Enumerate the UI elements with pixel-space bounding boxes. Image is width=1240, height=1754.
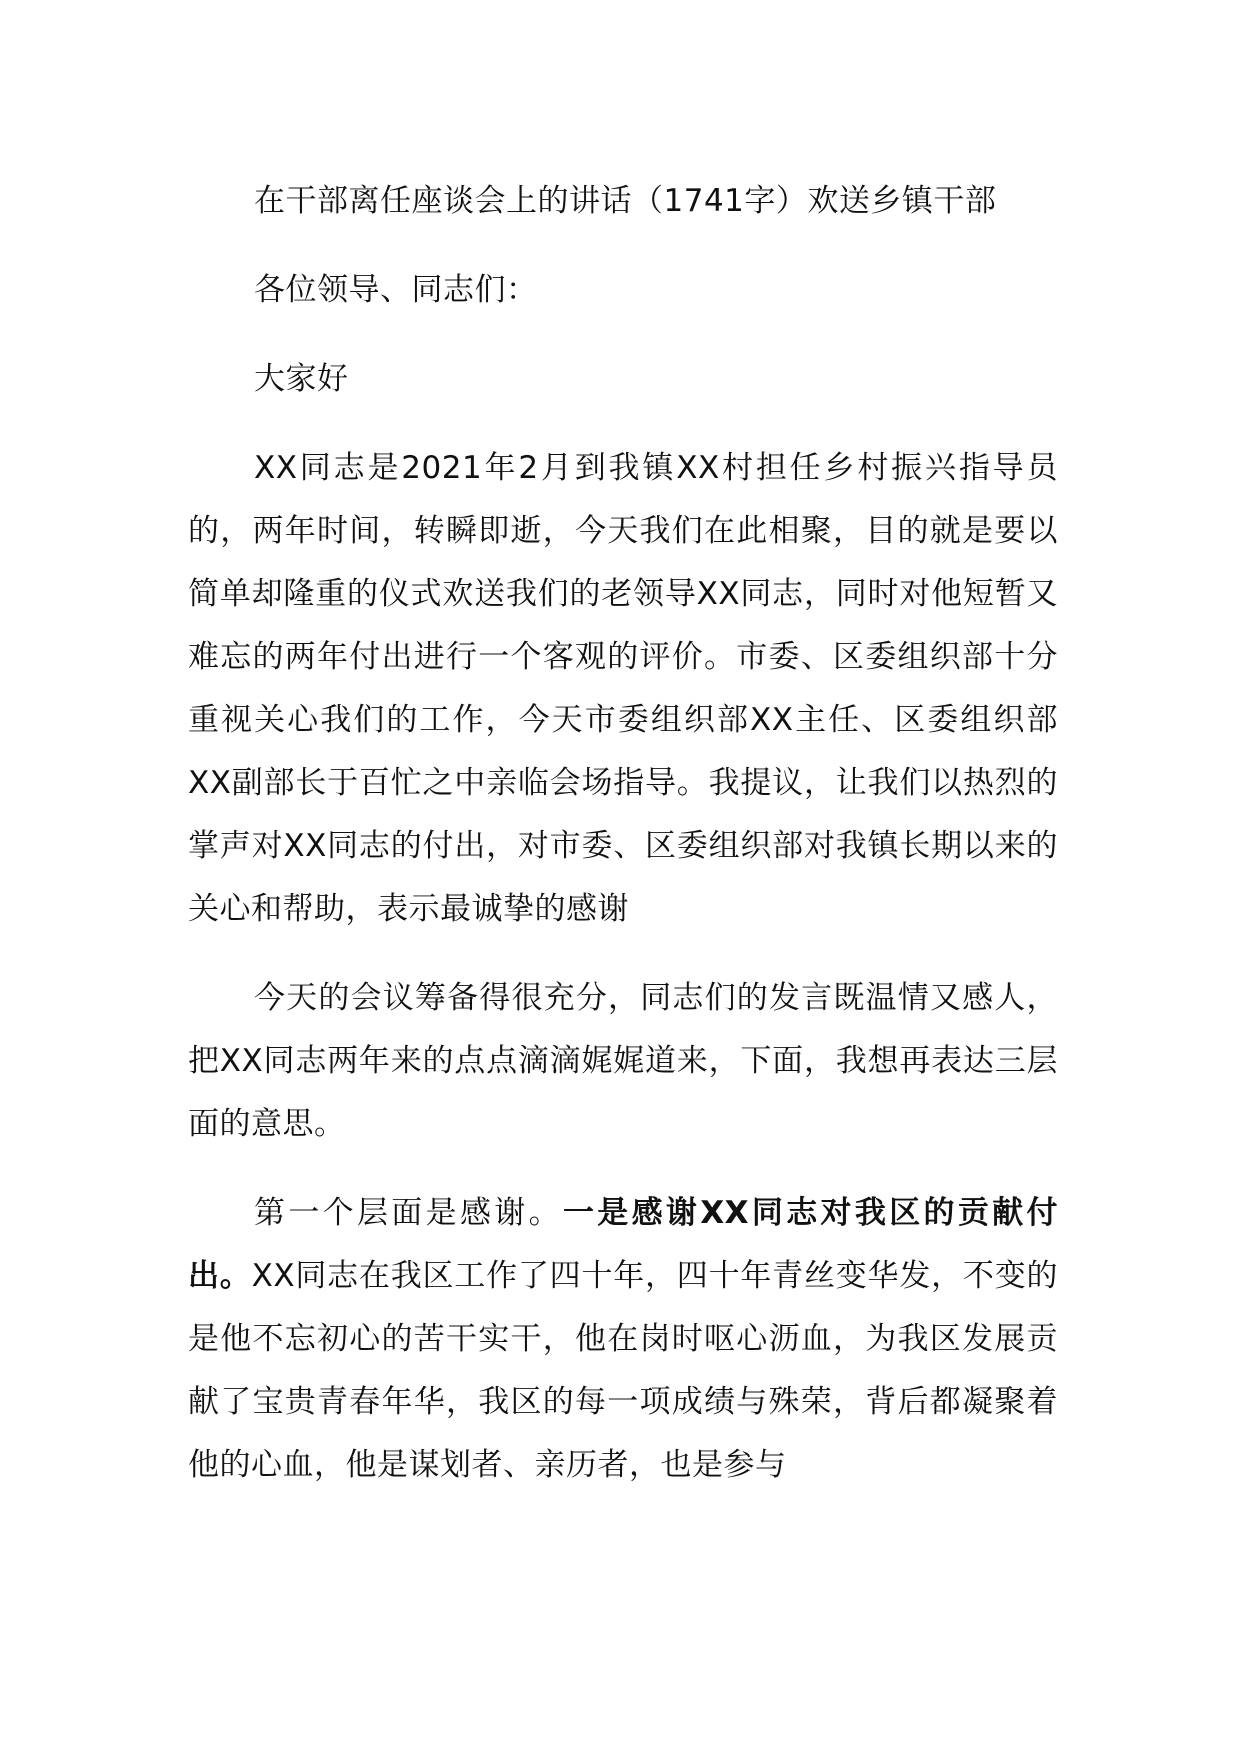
paragraph-3-body: XX同志在我区工作了四十年，四十年青丝变华发，不变的是他不忘初心的苦干实干，他在岗时呕心沥血，为我区发展贡献了宝贵青春年华，我区的每一项成绩与殊荣，背后都凝聚着他的心血，他是谋划者、亲历者，也是参与 — [188, 1258, 1058, 1483]
document-title: 在干部离任座谈会上的讲话（1741字）欢送乡镇干部 — [254, 183, 997, 219]
paragraph-3 — [188, 1182, 1058, 1497]
paragraph-2: 今天的会议筹备得很充分，同志们的发言既温情又感人，把XX同志两年来的点点滴滴娓娓道来，下面，我想再表达三层面的意思。 — [188, 980, 1058, 1142]
paragraph-3-bold-heading: 一是感谢XX同志对我区的贡献付出。 — [188, 1195, 1059, 1294]
paragraph-3-lead: 第一个层面是感谢。 — [254, 1195, 563, 1231]
salutation: 各位领导、同志们： — [254, 272, 538, 308]
greeting: 大家好 — [254, 361, 349, 397]
paragraph-1: XX同志是2021年2月到我镇XX村担任乡村振兴指导员的，两年时间，转瞬即逝，今天我们在此相聚，目的就是要以简单却隆重的仪式欢送我们的老领导XX同志，同时对他短暂又难忘的两年付出进行一个客观的评价。市委、区委组织部十分重视关心我们的工作，今天市委组织部XX主任、区委组织部XX副部长于百忙之中亲临会场指导。我提议，让我们以热烈的掌声对XX同志的付出，对市委、区委组织部对我镇长期以来的关心和帮助，表示最诚挚的感谢 — [188, 450, 1058, 927]
document-body — [188, 170, 1058, 1497]
